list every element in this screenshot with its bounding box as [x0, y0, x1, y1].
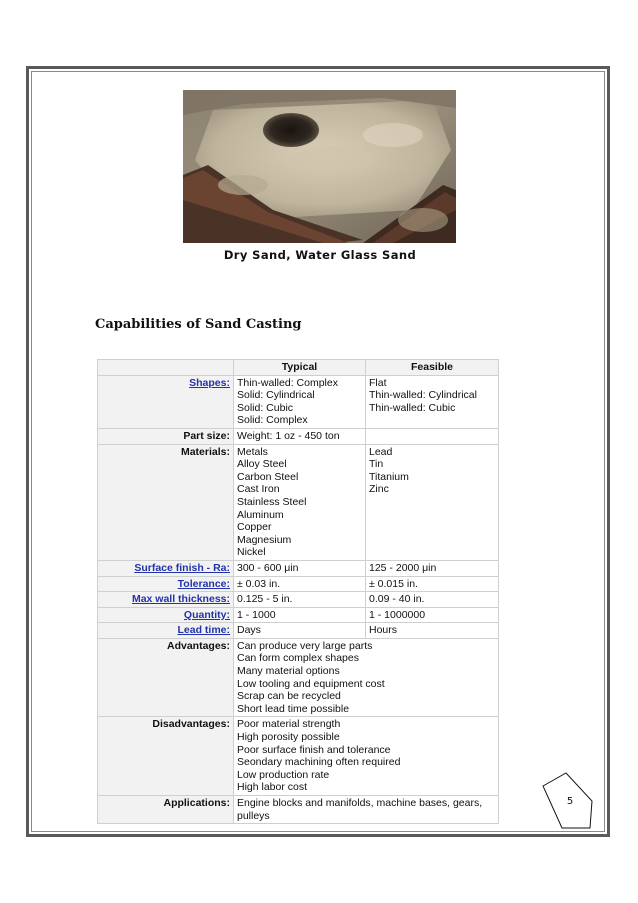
typical-value: 1 - 1000 — [237, 608, 276, 621]
typical-value: Weight: 1 oz - 450 ton — [237, 429, 340, 442]
row-label — [98, 638, 234, 717]
feasible-value: ± 0.015 in. — [369, 577, 418, 590]
table-row — [98, 796, 499, 824]
typical-value: Metals — [237, 445, 268, 458]
typical-value: Poor surface finish and tolerance — [237, 743, 391, 756]
feasible-cell — [366, 375, 499, 428]
typical-value: Engine blocks and manifolds, machine bases, gears, — [237, 797, 483, 809]
typical-cell — [234, 560, 366, 576]
typical-value: Stainless Steel — [237, 495, 307, 508]
table-row — [98, 607, 499, 623]
row-label-text: Materials: — [180, 445, 230, 458]
typical-value: Days — [237, 624, 261, 637]
row-label[interactable] — [98, 607, 234, 623]
table-row — [98, 428, 499, 444]
row-label-text: Applications: — [163, 797, 230, 809]
typical-value: pulleys — [237, 809, 270, 822]
feasible-value: Tin — [369, 458, 384, 471]
feasible-value: 1 - 1000000 — [369, 608, 426, 621]
row-label — [98, 444, 234, 560]
row-label — [98, 428, 234, 444]
typical-value: Solid: Cylindrical — [237, 389, 315, 402]
table-row — [98, 638, 499, 717]
typical-cell — [234, 717, 499, 796]
typical-value: Solid: Cubic — [237, 401, 294, 414]
typical-value: Solid: Complex — [237, 414, 308, 427]
feasible-value: Thin-walled: Cubic — [369, 401, 456, 414]
row-label-link[interactable]: Max wall thickness: — [131, 593, 230, 606]
figure-caption: Dry Sand, Water Glass Sand — [223, 248, 417, 262]
header-feasible: Feasible — [366, 360, 499, 376]
typical-value: Cast Iron — [237, 483, 280, 496]
feasible-cell — [366, 623, 499, 639]
feasible-value: Thin-walled: Cylindrical — [369, 389, 477, 402]
feasible-cell — [366, 592, 499, 608]
typical-value: High porosity possible — [237, 731, 340, 744]
row-label-text: Part size: — [183, 429, 230, 442]
feasible-value: 0.09 - 40 in. — [369, 593, 425, 606]
typical-value: Alloy Steel — [237, 458, 287, 471]
feasible-value: 125 - 2000 μin — [369, 561, 437, 574]
feasible-cell — [366, 576, 499, 592]
row-label — [98, 717, 234, 796]
typical-cell — [234, 592, 366, 608]
typical-value: Aluminum — [237, 508, 284, 521]
table-row — [98, 623, 499, 639]
table-row — [98, 375, 499, 428]
typical-cell — [234, 428, 366, 444]
row-label-text: Advantages: — [166, 639, 230, 652]
typical-cell — [234, 444, 366, 560]
row-label[interactable] — [98, 375, 234, 428]
typical-value: Many material options — [237, 665, 340, 678]
row-label-text: Disadvantages: — [152, 718, 230, 731]
table-row — [98, 560, 499, 576]
typical-value: Magnesium — [237, 533, 292, 546]
typical-value: Nickel — [237, 546, 266, 559]
section-heading: Capabilities of Sand Casting — [95, 317, 302, 332]
row-label-link[interactable]: Surface finish - Ra: — [134, 561, 230, 574]
typical-cell — [234, 375, 366, 428]
row-label-link[interactable]: Quantity: — [183, 608, 230, 621]
typical-value: ± 0.03 in. — [237, 577, 281, 590]
typical-value: Low tooling and equipment cost — [237, 677, 385, 690]
typical-value: 0.125 - 5 in. — [237, 593, 293, 606]
typical-value: Can form complex shapes — [237, 652, 359, 665]
typical-value: Seondary machining often required — [237, 756, 401, 769]
row-label — [98, 796, 234, 824]
feasible-value: Titanium — [369, 470, 409, 483]
typical-value: Copper — [237, 521, 272, 534]
feasible-cell — [366, 428, 499, 444]
feasible-cell — [366, 607, 499, 623]
typical-value: High labor cost — [237, 781, 308, 794]
row-label-link[interactable]: Shapes: — [189, 376, 230, 389]
typical-cell — [234, 796, 499, 824]
feasible-value: Flat — [369, 376, 387, 389]
feasible-value: Lead — [369, 445, 393, 458]
dry-sand-mold-photo — [183, 90, 456, 243]
typical-cell — [234, 623, 366, 639]
row-label[interactable] — [98, 623, 234, 639]
table-header-row — [98, 360, 499, 376]
typical-value: Carbon Steel — [237, 470, 299, 483]
typical-value: Scrap can be recycled — [237, 690, 341, 703]
feasible-value: Zinc — [369, 483, 389, 496]
typical-value: Short lead time possible — [237, 702, 350, 715]
feasible-cell — [366, 444, 499, 560]
typical-value: Can produce very large parts — [237, 639, 373, 652]
table-row — [98, 576, 499, 592]
typical-value: Thin-walled: Complex — [237, 376, 338, 389]
page-number: 5 — [566, 796, 574, 807]
capabilities-table — [97, 359, 499, 824]
table-row — [98, 444, 499, 560]
typical-cell — [234, 607, 366, 623]
row-label-link[interactable]: Tolerance: — [177, 577, 230, 590]
row-label[interactable] — [98, 560, 234, 576]
header-label — [98, 360, 234, 376]
row-label[interactable] — [98, 592, 234, 608]
typical-value: 300 - 600 μin — [237, 561, 299, 574]
row-label-link[interactable]: Lead time: — [177, 624, 230, 637]
table-row — [98, 592, 499, 608]
feasible-value: Hours — [369, 624, 398, 637]
feasible-cell — [366, 560, 499, 576]
typical-cell — [234, 638, 499, 717]
typical-value: Poor material strength — [237, 718, 341, 731]
typical-value: Low production rate — [237, 768, 330, 781]
table-row — [98, 717, 499, 796]
typical-cell — [234, 576, 366, 592]
header-typical: Typical — [234, 360, 366, 376]
row-label[interactable] — [98, 576, 234, 592]
